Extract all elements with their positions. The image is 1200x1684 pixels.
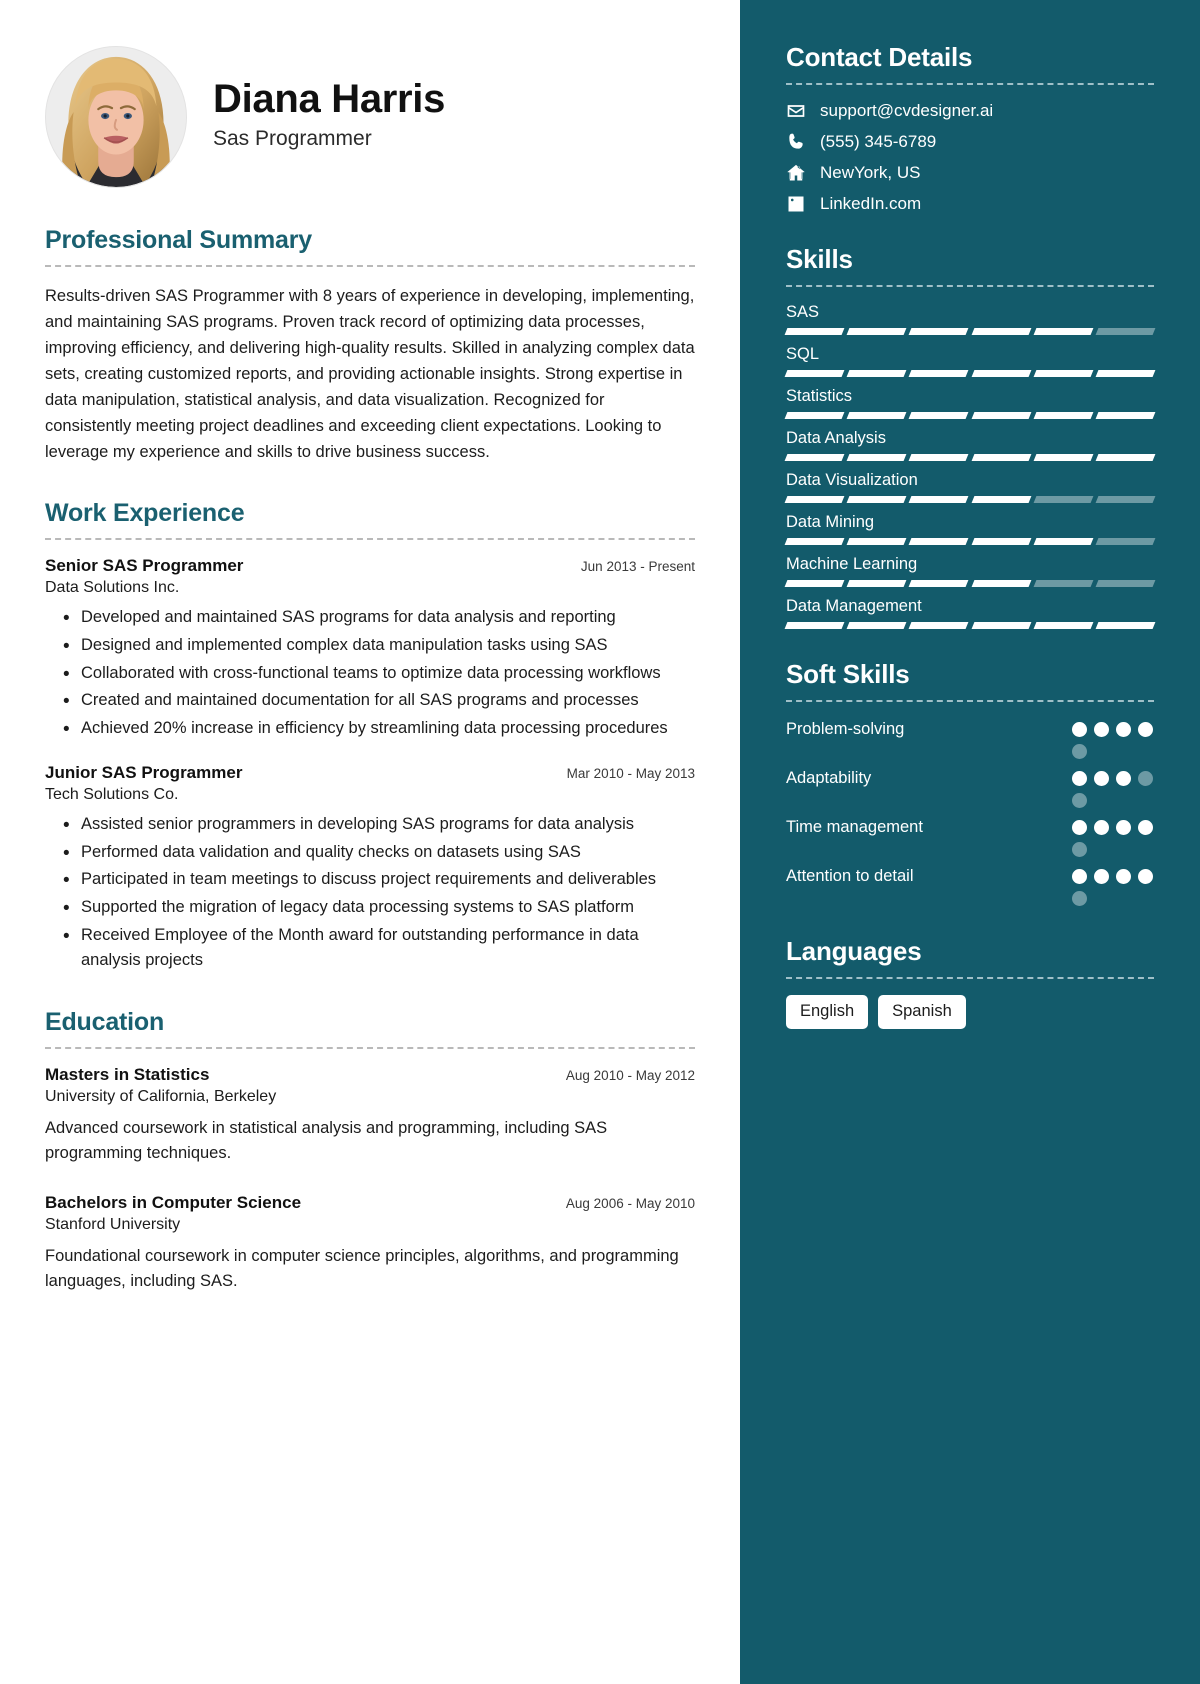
list-item: • Performed data validation and quality checks on datasets using SAS [45,840,695,866]
section-title-work: Work Experience [45,499,245,528]
soft-skill-rating [1072,865,1154,906]
skill-segment [971,580,1031,587]
skill-segment [909,328,969,335]
skill-segment [909,454,969,461]
job-title: Sas Programmer [213,127,372,151]
skill-label: Data Mining [786,513,875,531]
skill-segment [971,538,1031,545]
work-entry [45,763,695,973]
rating-dot [1116,869,1131,884]
skill-row [786,345,1154,377]
list-item: • Designed and implemented complex data manipulation tasks using SAS [45,633,695,659]
work-dates: Jun 2013 - Present [580,559,695,575]
work-entry-head [45,763,695,783]
rating-dot [1094,771,1109,786]
divider [45,538,695,540]
linkedin-icon [786,194,806,214]
skill-level-bar [786,370,1154,377]
skill-segment [785,496,845,503]
section-soft-skills [786,659,1154,906]
rating-dot [1138,771,1153,786]
skill-segment [785,580,845,587]
rating-dot [1072,891,1087,906]
education-entry [45,1193,695,1295]
skill-row [786,513,1154,545]
resume-header [45,46,695,188]
list-item: • Participated in team meetings to discuss project requirements and deliverables [45,867,695,893]
education-degree: Masters in Statistics [45,1064,210,1084]
skill-segment [1033,412,1093,419]
skill-segment [785,412,845,419]
education-entry-head [45,1193,695,1213]
skill-row [786,429,1154,461]
skill-row [786,471,1154,503]
summary-text: Results-driven SAS Programmer with 8 years of experience in developing, implementing, and maintaining SAS programs. Proven track record of optimizing data processes, improving efficiency, and delivering high-quality results. Skilled in analyzing complex data sets, creating customized reports, and providing actionable insights. Strong expertise in data manipulation, statistical analysis, and data visualization. Recognized for consistently meeting project deadlines and exceeding client expectations. Looking to leverage my experience and skills to drive business success. [45,287,695,462]
work-entry-head [45,556,695,576]
list-item: • Collaborated with cross-functional teams to optimize data processing workflows [45,661,695,687]
skill-segment [1033,370,1093,377]
skill-segment [1095,454,1155,461]
rating-dot [1094,869,1109,884]
divider [45,265,695,267]
rating-dot [1072,744,1087,759]
divider [786,700,1154,702]
skill-label: Data Analysis [786,429,886,447]
skill-segment [971,412,1031,419]
list-item: • Supported the migration of legacy data processing systems to SAS platform [45,895,695,921]
soft-skill-rating [1072,767,1154,808]
skill-level-bar [786,454,1154,461]
skill-row [786,303,1154,335]
list-item: • Achieved 20% increase in efficiency by streamlining data processing procedures [45,716,695,742]
contact-item-linkedin[interactable] [786,194,1154,214]
divider [45,1047,695,1049]
skill-segment [847,454,907,461]
skills-list [786,303,1154,629]
skill-segment [1095,328,1155,335]
skill-segment [785,370,845,377]
skill-segment [909,370,969,377]
work-entry [45,556,695,741]
section-title-languages: Languages [786,936,922,966]
soft-skill-row [786,816,1154,857]
skill-segment [847,622,907,629]
soft-skill-label: Time management [786,818,923,836]
section-work-experience [45,499,695,973]
skill-segment [847,328,907,335]
list-item: • Received Employee of the Month award for outstanding performance in data analysis projects [45,923,695,974]
skill-level-bar [786,622,1154,629]
skill-segment [847,496,907,503]
skill-segment [785,328,845,335]
rating-dot [1072,869,1087,884]
education-entry-head [45,1065,695,1085]
work-role: Senior SAS Programmer [45,556,244,576]
phone-icon [786,132,806,152]
soft-skill-rating [1072,816,1154,857]
skill-segment [909,580,969,587]
skill-segment [971,328,1031,335]
skill-level-bar [786,496,1154,503]
rating-dot [1072,842,1087,857]
language-chip: Spanish [878,995,966,1029]
skill-segment [1095,496,1155,503]
section-skills [786,244,1154,629]
section-professional-summary [45,226,695,465]
education-dates: Aug 2010 - May 2012 [565,1067,695,1083]
soft-skill-row [786,865,1154,906]
divider [786,285,1154,287]
contact-item-email[interactable] [786,101,1154,121]
skill-segment [971,454,1031,461]
section-contact-details [786,42,1154,214]
contact-value-phone: (555) 345-6789 [820,132,937,151]
work-dates: Mar 2010 - May 2013 [566,766,695,782]
skill-level-bar [786,328,1154,335]
skill-label: SQL [786,345,820,363]
skill-segment [1095,412,1155,419]
soft-skill-label: Attention to detail [786,867,914,885]
work-bullets [45,605,695,741]
work-company: Data Solutions Inc. [45,579,180,597]
profile-photo-icon [46,47,186,187]
envelope-icon [786,101,806,121]
skill-row [786,387,1154,419]
skill-label: Machine Learning [786,555,918,573]
avatar [45,46,187,188]
section-title-soft-skills: Soft Skills [786,659,910,689]
list-item: • Created and maintained documentation for all SAS programs and processes [45,688,695,714]
section-title-contact: Contact Details [786,42,973,72]
section-education [45,1008,695,1295]
skill-segment [1033,328,1093,335]
rating-dot [1072,722,1087,737]
rating-dot [1116,722,1131,737]
skill-label: Data Management [786,597,922,615]
skill-level-bar [786,580,1154,587]
skill-segment [1095,580,1155,587]
contact-value-email: support@cvdesigner.ai [820,101,994,120]
soft-skill-row [786,718,1154,759]
education-entry [45,1065,695,1167]
skill-segment [847,412,907,419]
list-item: • Assisted senior programmers in developing SAS programs for data analysis [45,812,695,838]
divider [786,977,1154,979]
education-dates: Aug 2006 - May 2010 [565,1195,695,1211]
education-degree: Bachelors in Computer Science [45,1192,302,1212]
list-item: • Developed and maintained SAS programs for data analysis and reporting [45,605,695,631]
skill-label: Statistics [786,387,853,405]
work-role: Junior SAS Programmer [45,763,243,783]
section-title-summary: Professional Summary [45,226,312,254]
skill-segment [909,496,969,503]
rating-dot [1072,820,1087,835]
skill-label: SAS [786,303,820,321]
home-icon [786,163,806,183]
skill-segment [847,370,907,377]
skill-label: Data Visualization [786,471,918,489]
section-title-education: Education [45,1007,165,1036]
contact-list [786,101,1154,214]
skill-segment [971,622,1031,629]
soft-skill-rating [1072,718,1154,759]
rating-dot [1094,722,1109,737]
contact-item-phone[interactable] [786,132,1154,152]
skill-segment [1033,622,1093,629]
rating-dot [1138,820,1153,835]
education-description: Foundational coursework in computer science principles, algorithms, and programming languages, including SAS. [45,1246,679,1291]
contact-value-location: NewYork, US [820,163,921,182]
skill-segment [909,622,969,629]
language-chip: English [786,995,868,1029]
skill-segment [1033,538,1093,545]
rating-dot [1116,771,1131,786]
sidebar [740,0,1200,1684]
soft-skill-label: Adaptability [786,769,872,787]
skill-level-bar [786,538,1154,545]
section-languages [786,936,1154,1029]
name-block [213,77,445,158]
skill-segment [971,496,1031,503]
page-title: Diana Harris [213,76,446,121]
education-school: University of California, Berkeley [45,1087,277,1105]
skill-segment [847,580,907,587]
soft-skill-row [786,767,1154,808]
work-bullets [45,812,695,973]
skill-segment [971,370,1031,377]
skill-level-bar [786,412,1154,419]
soft-skill-label: Problem-solving [786,720,905,738]
education-school: Stanford University [45,1215,181,1233]
skill-segment [785,622,845,629]
section-title-skills: Skills [786,244,853,274]
contact-value-linkedin: LinkedIn.com [820,194,922,213]
skill-segment [1033,454,1093,461]
skill-row [786,555,1154,587]
skill-row [786,597,1154,629]
skill-segment [909,538,969,545]
divider [786,83,1154,85]
work-company: Tech Solutions Co. [45,786,179,804]
skill-segment [1033,580,1093,587]
soft-skills-list [786,718,1154,906]
rating-dot [1072,793,1087,808]
skill-segment [1033,496,1093,503]
skill-segment [909,412,969,419]
rating-dot [1094,820,1109,835]
rating-dot [1116,820,1131,835]
rating-dot [1072,771,1087,786]
education-description: Advanced coursework in statistical analysis and programming, including SAS programming techniques. [45,1118,608,1163]
skill-segment [1095,622,1155,629]
skill-segment [785,538,845,545]
language-chip-list [786,995,1154,1029]
skill-segment [785,454,845,461]
contact-item-location[interactable] [786,163,1154,183]
skill-segment [1095,370,1155,377]
skill-segment [847,538,907,545]
rating-dot [1138,869,1153,884]
skill-segment [1095,538,1155,545]
rating-dot [1138,722,1153,737]
